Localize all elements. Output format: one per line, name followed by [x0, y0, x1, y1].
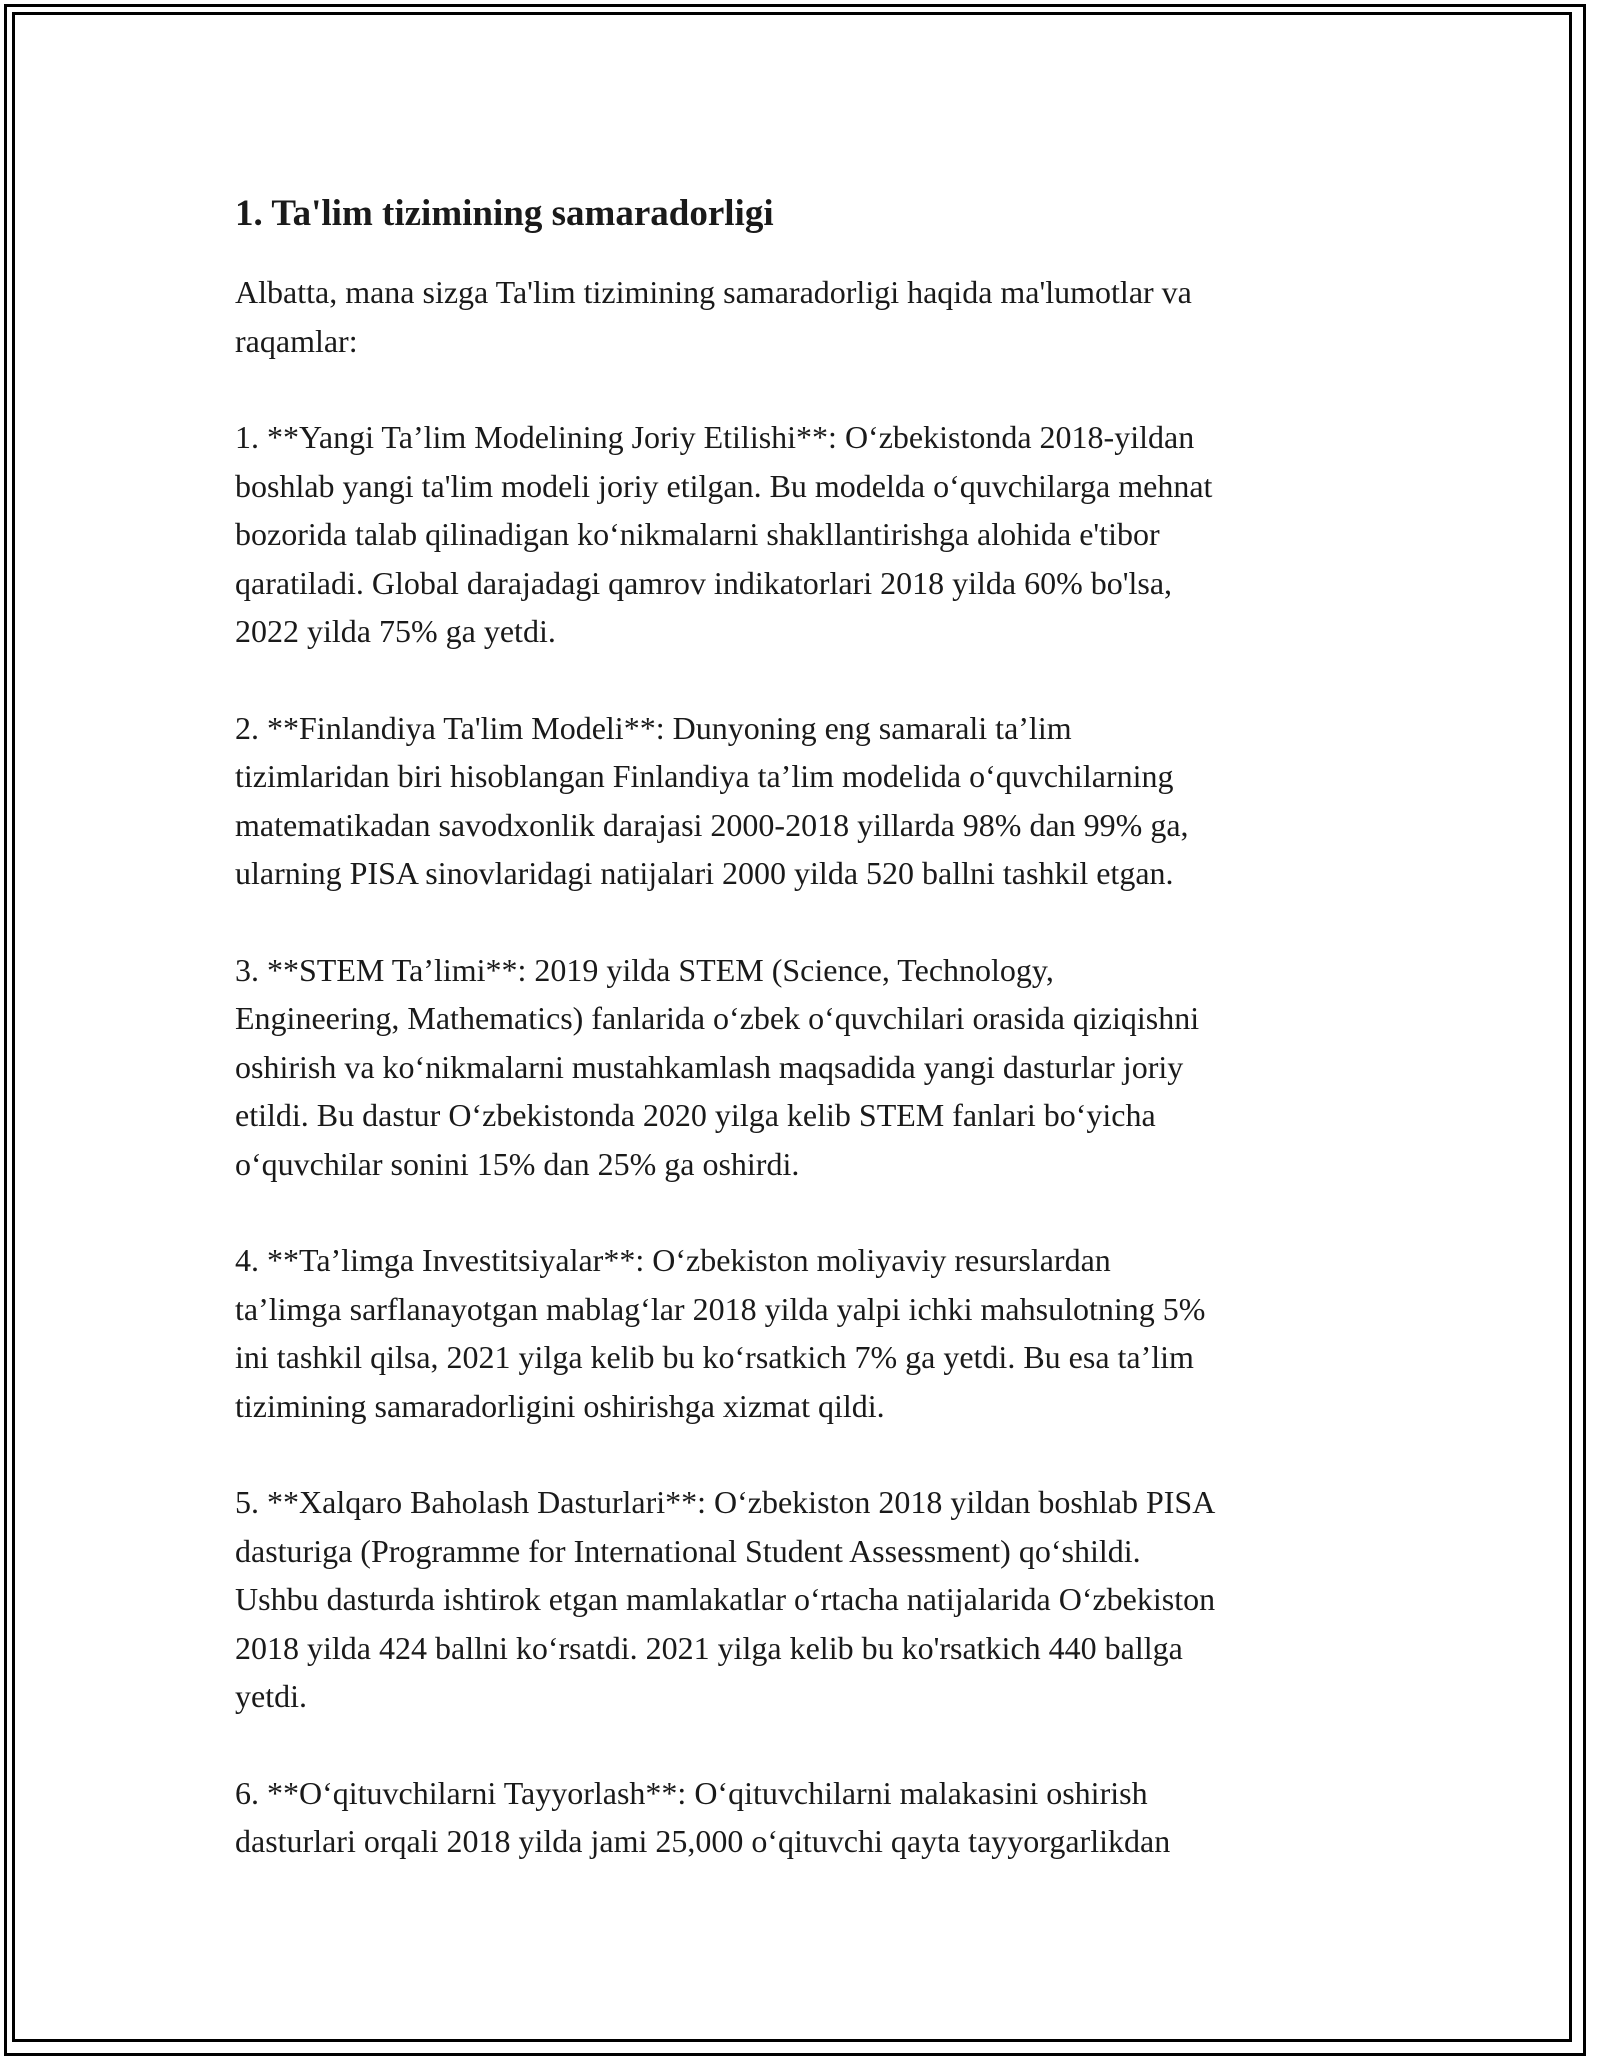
list-item-paragraph [235, 1478, 1385, 1721]
document-title: 1. Ta'lim tizimining samaradorligi [235, 193, 774, 234]
text-line: etildi. Bu dastur O‘zbekistonda 2020 yilga kelib STEM fanlari bo‘yicha [235, 1097, 1156, 1133]
text-line: yetdi. [235, 1678, 307, 1714]
list-item-paragraph [235, 413, 1385, 656]
text-line: 2018 yilda 424 ballni ko‘rsatdi. 2021 yilga kelib bu ko'rsatkich 440 ballga [235, 1629, 1183, 1666]
text-line: ini tashkil qilsa, 2021 yilga kelib bu ko‘rsatkich 7% ga yetdi. Bu esa ta’lim [235, 1339, 1194, 1375]
text-line: ta’limga sarflanayotgan mablag‘lar 2018 yilda yalpi ichki mahsulotning 5% [235, 1290, 1206, 1327]
text-line: 1. **Yangi Ta’lim Modelining Joriy Etilishi**: O‘zbekistonda 2018-yildan [235, 419, 1195, 455]
text-line: o‘quvchilar sonini 15% dan 25% ga oshirdi. [235, 1145, 800, 1182]
text-line: qaratiladi. Global darajadagi qamrov indikatorlari 2018 yilda 60% bo'lsa, [235, 564, 1173, 601]
text-line: 3. **STEM Ta’limi**: 2019 yilda STEM (Science, Technology, [235, 951, 1054, 988]
text-line: 4. **Ta’limga Investitsiyalar**: O‘zbekiston moliyaviy resurslardan [235, 1242, 1111, 1278]
text-line: dasturlari orqali 2018 yilda jami 25,000 o‘qituvchi qayta tayyorgarlikdan [235, 1823, 1171, 1859]
text-line: 2022 yilda 75% ga yetdi. [235, 613, 556, 649]
text-line: oshirish va ko‘nikmalarni mustahkamlash maqsadida yangi dasturlar joriy [235, 1048, 1184, 1085]
text-line: Albatta, mana sizga Ta'lim tizimining samaradorligi haqida ma'lumotlar va [235, 274, 1192, 310]
text-line: 5. **Xalqaro Baholash Dasturlari**: O‘zbekiston 2018 yildan boshlab PISA [235, 1484, 1216, 1520]
list-item-paragraph [235, 946, 1385, 1189]
intro-paragraph [235, 268, 1385, 365]
text-line: raqamlar: [235, 322, 358, 359]
text-line: bozorida talab qilinadigan ko‘nikmalarni shakllantirishga alohida e'tibor [235, 516, 1160, 552]
text-line: ularning PISA sinovlaridagi natijalari 2000 yilda 520 ballni tashkil etgan. [235, 855, 1174, 891]
text-line: 2. **Finlandiya Ta'lim Modeli**: Dunyoning eng samarali ta’lim [235, 709, 1072, 746]
text-line: matematikadan savodxonlik darajasi 2000-2018 yillarda 98% dan 99% ga, [235, 806, 1189, 843]
text-line: tizimlaridan biri hisoblangan Finlandiya ta’lim modelida o‘quvchilarning [235, 758, 1174, 794]
text-line: Engineering, Mathematics) fanlarida o‘zbek o‘quvchilari orasida qiziqishni [235, 1000, 1200, 1036]
document-body [235, 186, 1385, 1914]
list-item-paragraph [235, 1769, 1385, 1866]
paragraph-list [235, 268, 1385, 1866]
list-item-paragraph [235, 1236, 1385, 1430]
text-line: 6. **O‘qituvchilarni Tayyorlash**: O‘qituvchilarni malakasini oshirish [235, 1774, 1148, 1811]
text-line: Ushbu dasturda ishtirok etgan mamlakatlar o‘rtacha natijalarida O‘zbekiston [235, 1581, 1216, 1617]
text-line: dasturiga (Programme for International Student Assessment) qo‘shildi. [235, 1532, 1141, 1569]
list-item-paragraph [235, 704, 1385, 898]
text-line: boshlab yangi ta'lim modeli joriy etilgan. Bu modelda o‘quvchilarga mehnat [235, 467, 1213, 504]
text-line: tizimining samaradorligini oshirishga xizmat qildi. [235, 1387, 885, 1424]
